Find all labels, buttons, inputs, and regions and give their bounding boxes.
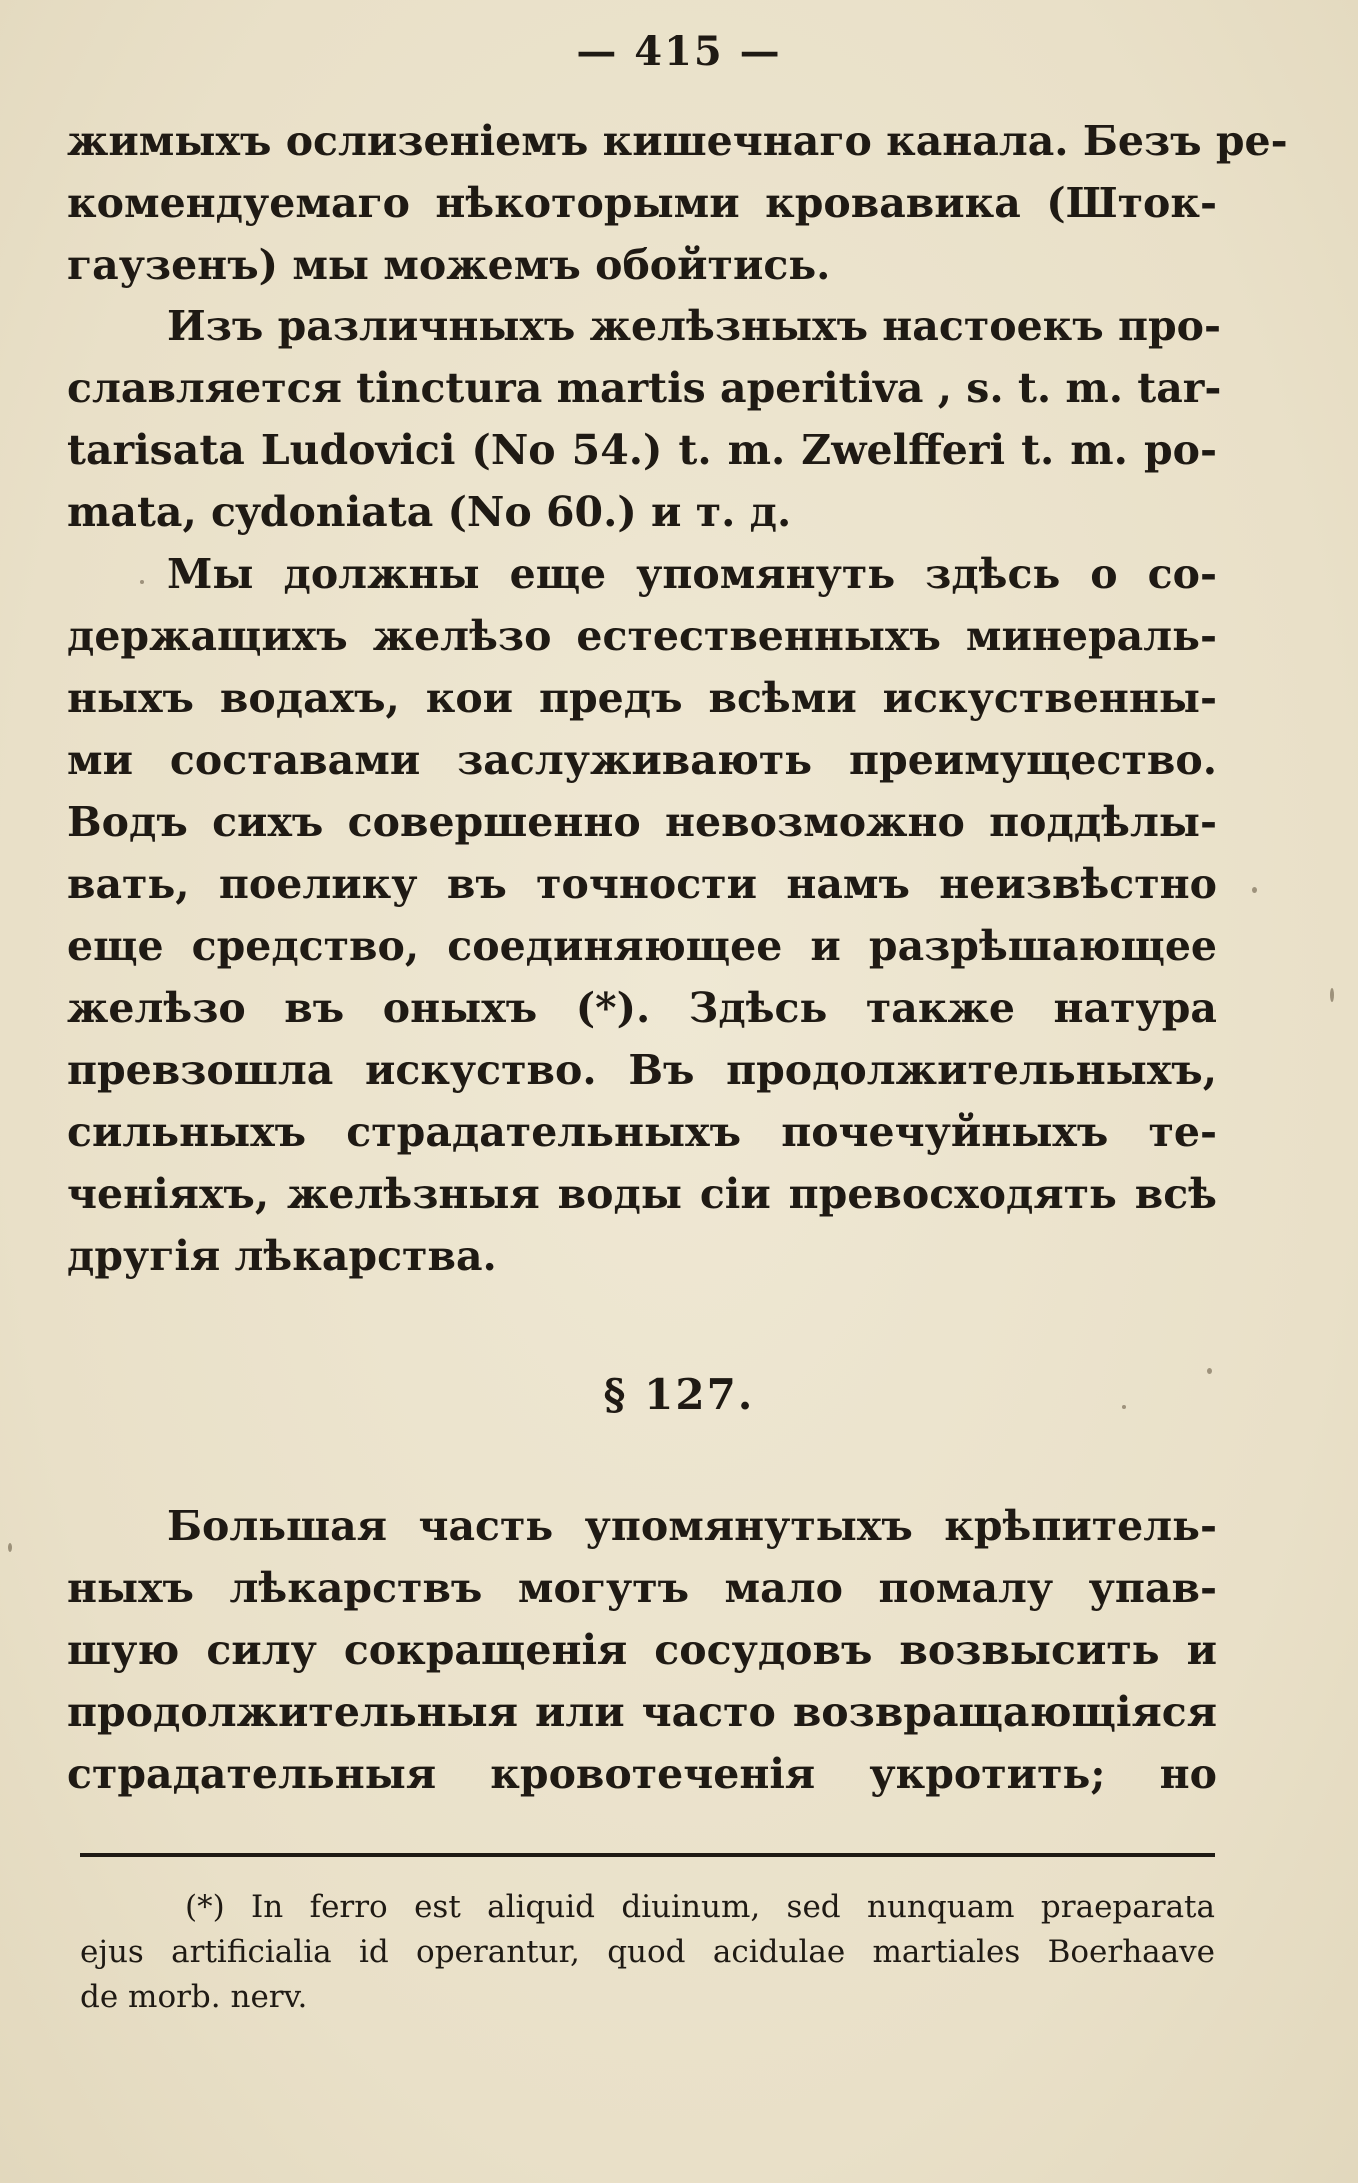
- paper-speck: [1122, 1405, 1126, 1409]
- paragraph-strengthening: [67, 1495, 1217, 1805]
- paragraph-continuation: [67, 110, 1288, 296]
- text-line: ныхъ лѣкарствъ могутъ мало помалу упав-: [67, 1564, 1217, 1612]
- page-number: — 415 —: [576, 28, 782, 75]
- text-line: Водъ сихъ совершенно невозможно поддѣлы-: [67, 798, 1217, 846]
- text-line: продолжительныя или часто возвращающіяся: [67, 1688, 1217, 1736]
- text-line: превзошла искуство. Въ продолжительныхъ,: [67, 1046, 1217, 1094]
- text-line: шую силу сокращенія сосудовъ возвысить и: [67, 1626, 1217, 1674]
- footnote-line: (*) In ferro est aliquid diuinum, sed nunquam praeparata: [185, 1889, 1215, 1925]
- footnote-divider: [80, 1853, 1215, 1857]
- text-line: Изъ различныхъ желѣзныхъ настоекъ про-: [167, 302, 1222, 350]
- text-line: другія лѣкарства.: [67, 1232, 497, 1280]
- text-line: ми составами заслуживають преимущество.: [67, 736, 1217, 784]
- footnote: [80, 1885, 1215, 2020]
- paper-speck: [1252, 887, 1257, 893]
- text-line: Большая часть упомянутыхъ крѣпитель-: [167, 1502, 1217, 1550]
- paper-speck: [8, 1543, 12, 1552]
- text-line: гаузенъ) мы можемъ обойтись.: [67, 241, 831, 289]
- footnote-line: de morb. nerv.: [80, 1979, 308, 2015]
- footnote-line: ejus artificialia id operantur, quod acidulae martiales Boerhaave: [80, 1934, 1215, 1970]
- paragraph-tinctures: [67, 295, 1222, 543]
- text-line: комендуемаго нѣкоторыми кровавика (Шток-: [67, 179, 1217, 227]
- text-line: ченіяхъ, желѣзныя воды сіи превосходять всѣ: [67, 1170, 1217, 1218]
- text-line: славляется tinctura martis aperitiva , s. t. m. tar-: [67, 364, 1222, 412]
- text-line: жимыхъ ослизеніемъ кишечнаго канала. Безъ ре-: [67, 117, 1288, 165]
- text-line: сильныхъ страдательныхъ почечуйныхъ те-: [67, 1108, 1217, 1156]
- text-line: ныхъ водахъ, кои предъ всѣми искуственны-: [67, 674, 1217, 722]
- text-line: еще средство, соединяющее и разрѣшающее: [67, 922, 1217, 970]
- text-line: держащихъ желѣзо естественныхъ минераль-: [67, 612, 1217, 660]
- section-heading: § 127.: [603, 1370, 755, 1419]
- paper-speck: [1207, 1368, 1212, 1374]
- text-line: Мы должны еще упомянуть здѣсь о со-: [167, 550, 1217, 598]
- text-line: вать, поелику въ точности намъ неизвѣстно: [67, 860, 1217, 908]
- paper-speck: [1330, 988, 1334, 1002]
- paragraph-mineral-waters: [67, 543, 1217, 1287]
- text-line: mata, cydoniata (No 60.) и т. д.: [67, 488, 792, 536]
- text-line: страдательныя кровотеченія укротить; но: [67, 1750, 1217, 1798]
- text-line: tarisata Ludovici (No 54.) t. m. Zwelfferi t. m. po-: [67, 426, 1217, 474]
- paper-speck: [140, 580, 144, 584]
- text-line: желѣзо въ оныхъ (*). Здѣсь также натура: [67, 984, 1217, 1032]
